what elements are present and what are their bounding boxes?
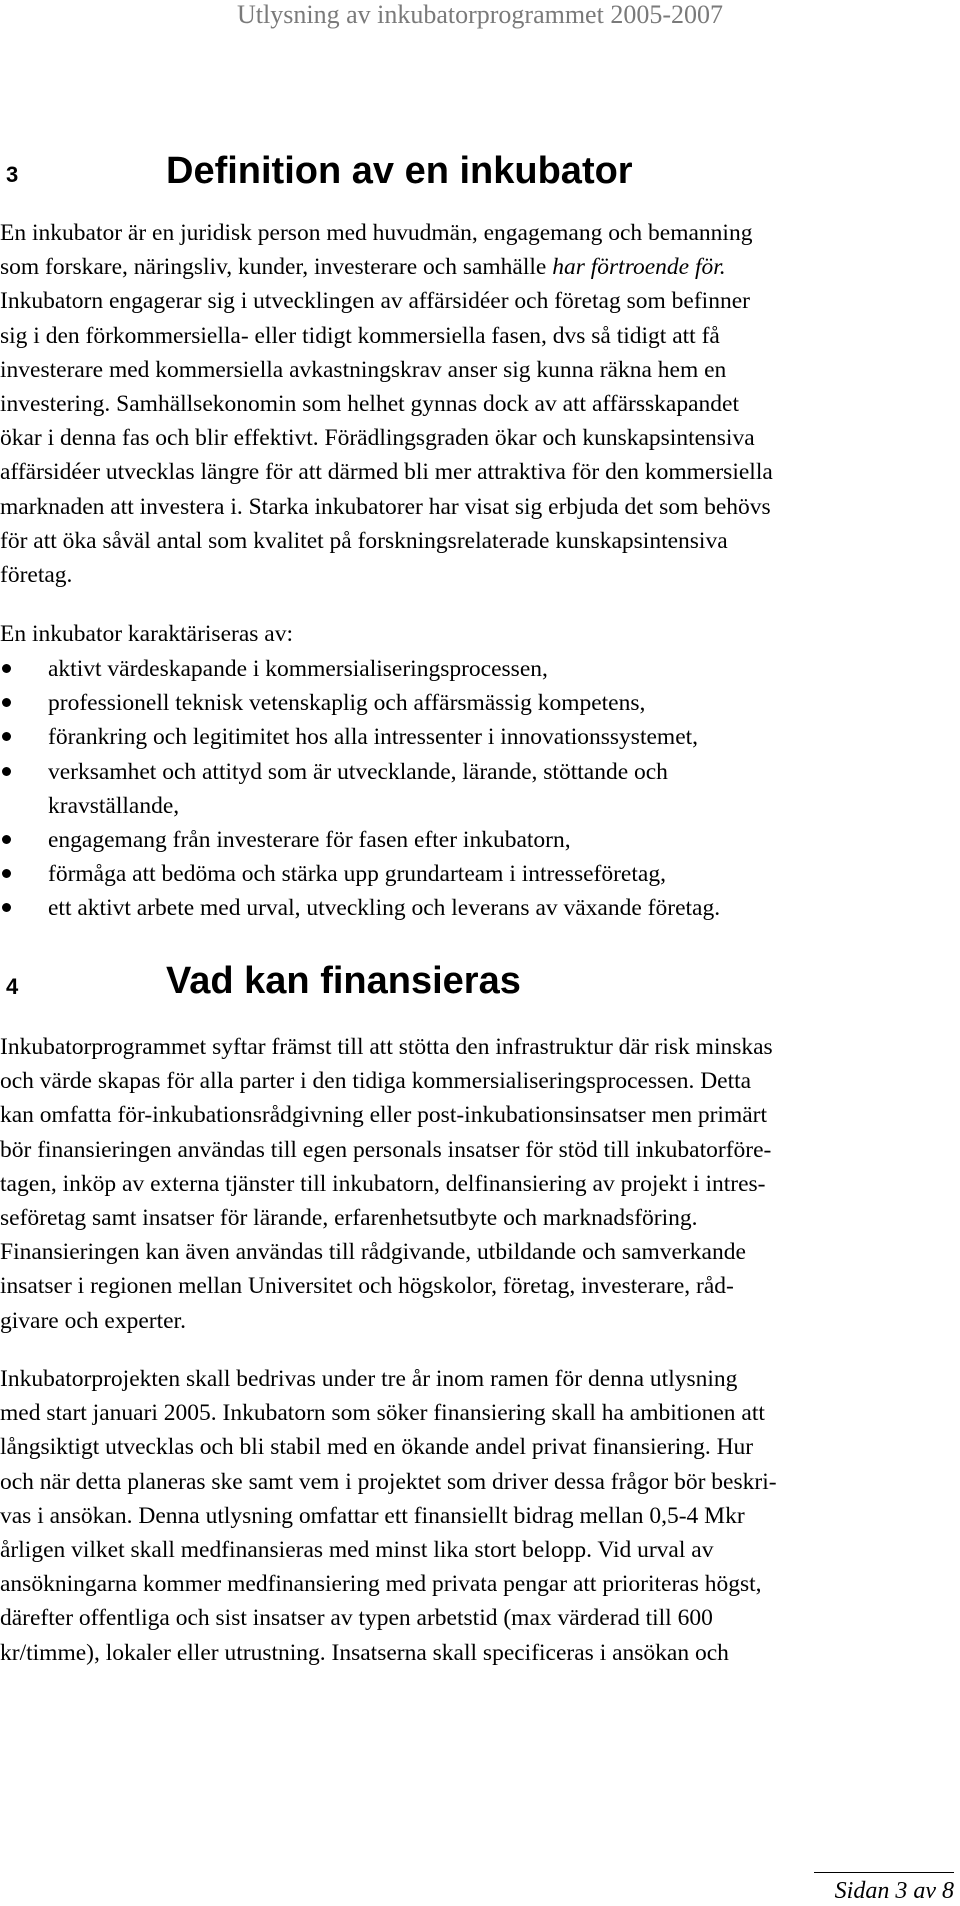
text-line: En inkubator är en juridisk person med huvudmän, engagemang och bemanning (0, 220, 753, 246)
text-line: Inkubatorn engagerar sig i utvecklingen av affärsidéer och företag som befinner (0, 288, 750, 315)
text-line: ansökningarna kommer medfinansiering med privata pengar att prioriteras högst, (0, 1571, 762, 1598)
section-title: Vad kan finansieras (166, 960, 521, 1002)
section-4-heading (0, 960, 960, 1010)
bullet-icon (2, 664, 11, 673)
section-title: Definition av en inkubator (166, 150, 633, 192)
text-line: seföretag samt insatser för lärande, erfarenhetsutbyte och marknadsföring. (0, 1205, 698, 1232)
section-3-heading (0, 150, 960, 200)
list-item-text: professionell teknisk vetenskaplig och affärsmässig kompetens, (48, 690, 646, 717)
list-item-text: förmåga att bedöma och stärka upp grundarteam i intresseföretag, (48, 861, 666, 888)
text-line: tagen, inköp av externa tjänster till inkubatorn, delfinansiering av projekt i intres- (0, 1170, 766, 1197)
list-item-text: förankring och legitimitet hos alla intressenter i innovationssystemet, (48, 724, 699, 751)
text-line (0, 250, 960, 284)
text-fragment: som forskare, näringsliv, kunder, investerare och samhälle (0, 254, 547, 281)
text-line: och när detta planeras ske samt vem i projektet som driver dessa frågor bör beskri- (0, 1468, 777, 1495)
text-line: En inkubator karaktäriseras av: (0, 621, 293, 647)
page-number: Sidan 3 av 8 (834, 1878, 954, 1904)
list-item-text: ett aktivt arbete med urval, utveckling och leverans av växande företag. (48, 895, 721, 922)
list-item (0, 891, 960, 925)
text-line: Inkubatorprojekten skall bedrivas under tre år inom ramen för denna utlysning (0, 1366, 738, 1392)
section-4-paragraph-2 (0, 1362, 960, 1670)
text-line: långsiktigt utvecklas och bli stabil med en ökande andel privat finansiering. Hur (0, 1434, 754, 1461)
list-item-text: verksamhet och attityd som är utvecklande, lärande, stöttande och (48, 758, 668, 785)
text-line: för att öka såväl antal som kvalitet på forskningsrelaterade kunskapsintensiva (0, 527, 728, 554)
bullet-icon (2, 767, 11, 776)
list-item-text: kravställande, (48, 792, 180, 819)
section-4-paragraph-1 (0, 1030, 960, 1338)
section-number: 4 (6, 974, 19, 999)
document-title: Utlysning av inkubatorprogrammet 2005-2007 (237, 0, 723, 29)
list-item (0, 857, 960, 891)
section-3-paragraph (0, 216, 960, 592)
list-item (0, 652, 960, 686)
text-line: med start januari 2005. Inkubatorn som söker finansiering skall ha ambitionen att (0, 1400, 765, 1427)
list-intro (0, 617, 960, 651)
text-line: företag. (0, 562, 73, 589)
text-line: investering. Samhällsekonomin som helhet gynnas dock av att affärsskapandet (0, 391, 739, 418)
text-line: Finansieringen kan även användas till rådgivande, utbildande och samverkande (0, 1239, 746, 1266)
list-item (0, 720, 960, 754)
text-line: kr/timme), lokaler eller utrustning. Insatserna skall specificeras i ansökan och (0, 1639, 729, 1666)
text-line: kan omfatta för-inkubationsrådgivning eller post-inkubationsinsatser men primärt (0, 1102, 768, 1129)
text-line: givare och experter. (0, 1307, 186, 1334)
bullet-icon (2, 835, 11, 844)
text-line: och värde skapas för alla parter i den tidiga kommersialiseringsprocessen. Detta (0, 1068, 752, 1095)
text-line: Inkubatorprogrammet syftar främst till att stötta den infrastruktur där risk minskas (0, 1034, 773, 1060)
text-line: investerare med kommersiella avkastningskrav anser sig kunna räkna hem en (0, 356, 727, 383)
list-item (0, 823, 960, 857)
list-item-text: aktivt värdeskapande i kommersialiseringsprocessen, (48, 656, 548, 682)
list-item (0, 755, 960, 823)
page-header (0, 0, 960, 30)
text-line: därefter offentliga och sist insatser av typen arbetstid (max värderad till 600 (0, 1605, 713, 1632)
text-line: bör finansieringen användas till egen personals insatser för stöd till inkubatorföre- (0, 1136, 772, 1163)
characteristics-list (0, 652, 960, 926)
text-line: affärsidéer utvecklas längre för att därmed bli mer attraktiva för den kommersiella (0, 459, 773, 486)
bullet-icon (2, 869, 11, 878)
text-line: marknaden att investera i. Starka inkubatorer har visat sig erbjuda det som behövs (0, 493, 771, 520)
text-line: sig i den förkommersiella- eller tidigt kommersiella fasen, dvs så tidigt att få (0, 322, 720, 349)
list-item (0, 686, 960, 720)
bullet-icon (2, 903, 11, 912)
page-footer (835, 1876, 954, 1906)
bullet-icon (2, 698, 11, 707)
text-line: ökar i denna fas och blir effektivt. Förädlingsgraden ökar och kunskapsintensiva (0, 425, 755, 452)
text-line: årligen vilket skall medfinansieras med minst lika stort belopp. Vid urval av (0, 1537, 714, 1564)
list-item-text: engagemang från investerare för fasen efter inkubatorn, (48, 827, 571, 854)
bullet-icon (2, 732, 11, 741)
emphasis-text: har förtroende för. (552, 254, 726, 281)
section-number: 3 (6, 162, 19, 187)
text-line: insatser i regionen mellan Universitet och högskolor, företag, investerare, råd- (0, 1273, 734, 1300)
text-line: vas i ansökan. Denna utlysning omfattar ett finansiellt bidrag mellan 0,5-4 Mkr (0, 1502, 745, 1529)
footer-rule (814, 1872, 954, 1873)
